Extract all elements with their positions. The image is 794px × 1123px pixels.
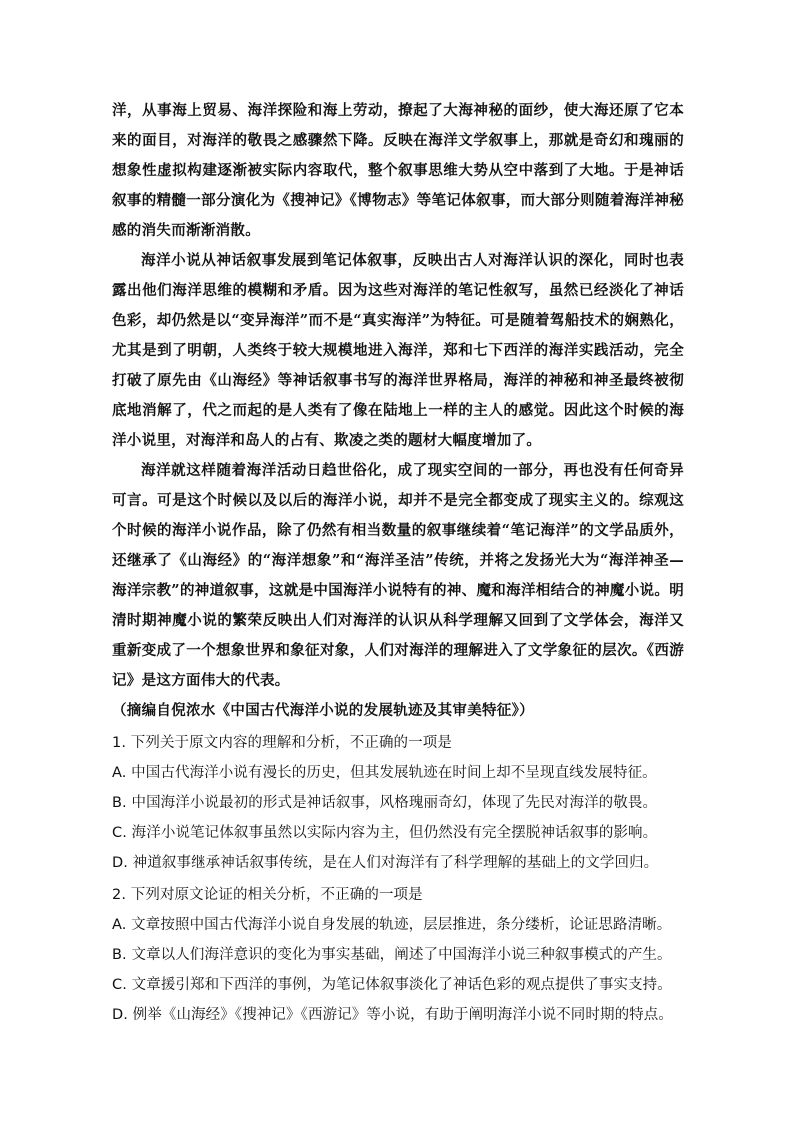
- question-2-stem: 2. 下列对原文论证的相关分析，不正确的一项是: [112, 887, 423, 903]
- question-1-stem: 1. 下列关于原文内容的理解和分析，不正确的一项是: [112, 735, 452, 751]
- passage-paragraph-3: 海洋就这样随着海洋活动日趋世俗化，成了现实空间的一部分，再也没有任何奇异可言。可是这个时候以及以后的海洋小说，却并不是完全都变成了现实主义的。综观这个时候的海洋小说作品，除了仍然有相当数量的叙事继续着“笔记海洋”的文学品质外，还继承了《山海经》的“海洋想象”和“海洋圣洁”传统，并将之发扬光大为“海洋神圣—海洋宗教”的神道叙事，这就是中国海洋小说特有的神、魔和海洋相结合的神魔小说。明清时期神魔小说的繁荣反映出人们对海洋的认识从科学理解又回到了文学体会，海洋又重新变成了一个想象世界和象征对象，人们对海洋的理解进入了文学象征的层次。《西游记》是这方面伟大的代表。: [112, 462, 684, 689]
- question-2-option-c: C. 文章援引郑和下西洋的事例，为笔记体叙事淡化了神话色彩的观点提供了事实支持。: [112, 977, 672, 993]
- question-2-option-a: A. 文章按照中国古代海洋小说自身发展的轨迹，层层推进，条分缕析，论证思路清晰。: [112, 917, 672, 933]
- passage-source: （摘编自倪浓水《中国古代海洋小说的发展轨迹及其审美特征》）: [112, 702, 534, 719]
- passage: [112, 96, 684, 726]
- question-1-option-d: D. 神道叙事继承神话叙事传统，是在人们对海洋有了科学理解的基础上的文学回归。: [112, 855, 659, 871]
- question-2-option-b: B. 文章以人们海洋意识的变化为事实基础，阐述了中国海洋小说三种叙事模式的产生。: [112, 947, 672, 963]
- passage-paragraph-2: 海洋小说从神话叙事发展到笔记体叙事，反映出古人对海洋认识的深化，同时也表露出他们海洋思维的模糊和矛盾。因为这些对海洋的笔记性叙写，虽然已经淡化了神话色彩，却仍然是以“变异海洋”而不是“真实海洋”为特征。可是随着驾船技术的娴熟化，尤其是到了明朝，人类终于较大规模地进入海洋，郑和七下西洋的海洋实践活动，完全打破了原先由《山海经》等神话叙事书写的海洋世界格局，海洋的神秘和神圣最终被彻底地消解了，代之而起的是人类有了像在陆地上一样的主人的感觉。因此这个时候的海洋小说里，对海洋和岛人的占有、欺凌之类的题材大幅度增加了。: [112, 252, 684, 449]
- question-1-option-c: C. 海洋小说笔记体叙事虽然以实际内容为主，但仍然没有完全摆脱神话叙事的影响。: [112, 825, 658, 841]
- question-2-option-d: D. 例举《山海经》《搜神记》《西游记》等小说，有助于阐明海洋小说不同时期的特点。: [112, 1007, 673, 1023]
- passage-paragraph-1: 洋，从事海上贸易、海洋探险和海上劳动，撩起了大海神秘的面纱，使大海还原了它本来的面目，对海洋的敬畏之感骤然下降。反映在海洋文学叙事上，那就是奇幻和瑰丽的想象性虚拟构建逐渐被实际内容取代，整个叙事思维大势从空中落到了大地。于是神话叙事的精髓一部分演化为《搜神记》《博物志》等笔记体叙事，而大部分则随着海洋神秘感的消失而渐渐消散。: [112, 102, 684, 239]
- question-1: [112, 728, 684, 878]
- question-2: [112, 880, 684, 1030]
- question-1-option-a: A. 中国古代海洋小说有漫长的历史，但其发展轨迹在时间上却不呈现直线发展特征。: [112, 765, 657, 781]
- question-1-option-b: B. 中国海洋小说最初的形式是神话叙事，风格瑰丽奇幻，体现了先民对海洋的敬畏。: [112, 795, 658, 811]
